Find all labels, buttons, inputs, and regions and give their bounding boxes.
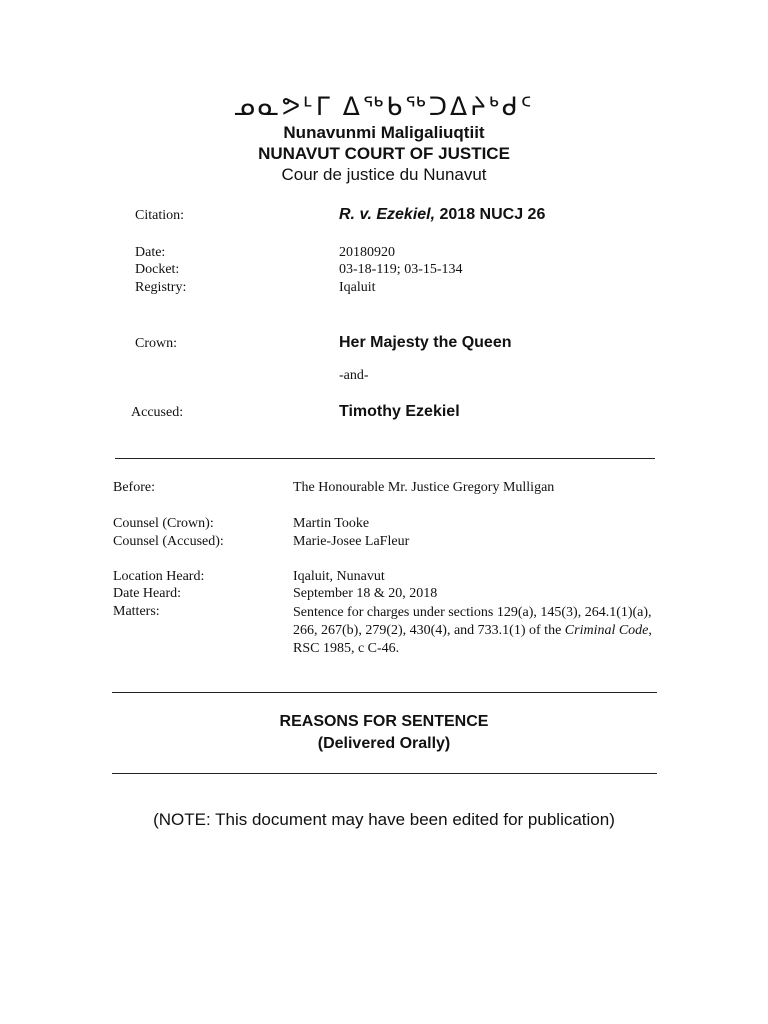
accused-label: Accused: (131, 405, 184, 420)
and-separator: -and- (339, 368, 369, 383)
registry-label: Registry: (135, 280, 187, 295)
crown-value: Her Majesty the Queen (339, 334, 512, 351)
court-name-french: Cour de justice du Nunavut (281, 165, 487, 184)
date-value: 20180920 (339, 245, 395, 260)
matters-citation: , RSC 1985, c C-46. (293, 623, 652, 656)
divider-reasons-top (112, 692, 657, 693)
crown-label: Crown: (135, 336, 177, 351)
registry-value: Iqaluit (339, 280, 376, 295)
reasons-subtitle: (Delivered Orally) (317, 735, 451, 752)
docket-label: Docket: (135, 262, 180, 277)
matters-value (293, 604, 653, 658)
matters-label: Matters: (113, 604, 160, 619)
counsel-crown-value: Martin Tooke (293, 516, 370, 531)
matters-text: Sentence for charges under sections 129(a), 145(3), 264.1(1)(a), 266, 267(b), 279(2), 430(4), and 733.1(1) of the (293, 605, 652, 638)
counsel-crown-label: Counsel (Crown): (113, 516, 214, 531)
citation-style-of-cause: R. v. Ezekiel, (339, 206, 436, 223)
before-value: The Honourable Mr. Justice Gregory Mulligan (293, 480, 555, 495)
court-name-inuktitut: Nunavunmi Maligaliuqtiit (283, 123, 485, 142)
accused-value: Timothy Ezekiel (339, 403, 460, 420)
counsel-accused-value: Marie-Josee LaFleur (293, 534, 410, 549)
citation-number: 2018 NUCJ 26 (435, 206, 546, 223)
date-label: Date: (135, 245, 166, 260)
reasons-title: REASONS FOR SENTENCE (279, 713, 489, 730)
location-label: Location Heard: (113, 569, 205, 584)
divider-reasons-bottom (112, 773, 657, 774)
criminal-code-title: Criminal Code (564, 623, 649, 638)
divider-top (115, 458, 655, 459)
before-label: Before: (113, 480, 155, 495)
court-name-syllabics: ᓄᓇᕗᒻᒥ ᐃᖅᑲᖅᑐᐃᔨᒃᑯᑦ (233, 93, 535, 121)
date-heard-label: Date Heard: (113, 586, 182, 601)
publication-note: (NOTE: This document may have been edited for publication) (153, 810, 615, 829)
date-heard-value: September 18 & 20, 2018 (293, 586, 438, 601)
counsel-accused-label: Counsel (Accused): (113, 534, 224, 549)
court-name-english: NUNAVUT COURT OF JUSTICE (258, 144, 510, 163)
citation-value (339, 206, 545, 224)
citation-label: Citation: (135, 208, 184, 223)
docket-value: 03-18-119; 03-15-134 (339, 262, 463, 277)
location-value: Iqaluit, Nunavut (293, 569, 385, 584)
